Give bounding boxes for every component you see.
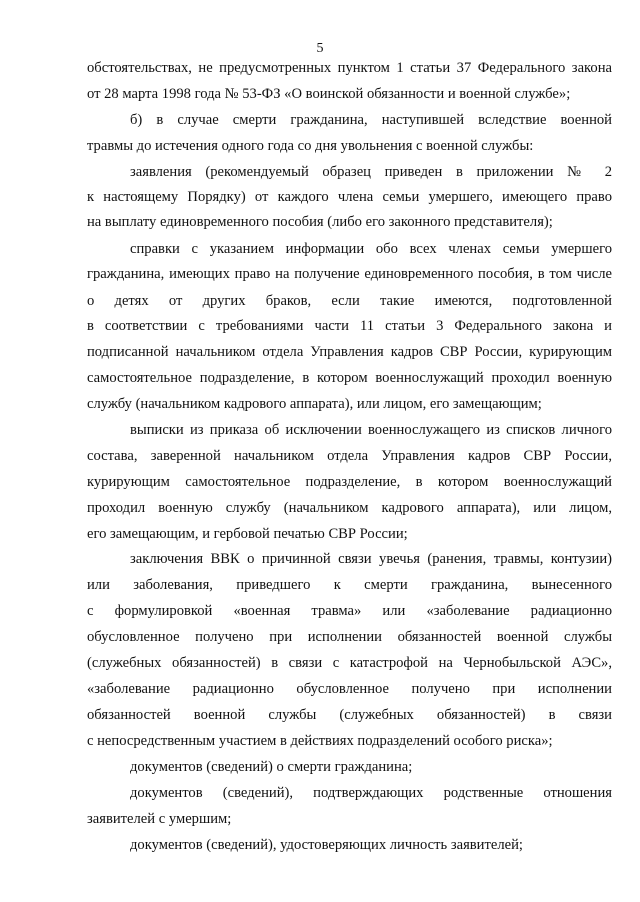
text-line: обусловленное получено при исполнении обязанностей военной службы bbox=[87, 629, 612, 645]
text-line: или заболевания, приведшего к смерти гражданина, вынесенного bbox=[87, 577, 612, 593]
text-line: заявления (рекомендуемый образец приведен в приложении № 2 bbox=[130, 164, 612, 180]
text-line: б) в случае смерти гражданина, наступившей вследствие военной bbox=[130, 112, 612, 128]
text-line: выписки из приказа об исключении военнослужащего из списков личного bbox=[130, 422, 612, 438]
text-line: в соответствии с требованиями части 11 статьи 3 Федерального закона и bbox=[87, 318, 612, 334]
text-line: (служебных обязанностей) в связи с катастрофой на Чернобыльской АЭС», bbox=[87, 655, 612, 671]
text-line: обстоятельствах, не предусмотренных пунктом 1 статьи 37 Федерального закона bbox=[87, 60, 612, 76]
text-line: документов (сведений), подтверждающих родственные отношения bbox=[130, 785, 612, 801]
text-line: от 28 марта 1998 года № 53-ФЗ «О воинской обязанности и военной службе»; bbox=[87, 86, 571, 102]
text-line: обязанностей военной службы (служебных обязанностей) в связи bbox=[87, 707, 612, 723]
text-line: на выплату единовременного пособия (либо его законного представителя); bbox=[87, 214, 553, 230]
text-line: «заболевание радиационно обусловленное получено при исполнении bbox=[87, 681, 612, 697]
text-line: с формулировкой «военная травма» или «заболевание радиационно bbox=[87, 603, 612, 619]
text-line: проходил военную службу (начальником кадрового аппарата), или лицом, bbox=[87, 500, 612, 516]
text-line: гражданина, имеющих право на получение единовременного пособия, в том числе bbox=[87, 266, 612, 282]
page-number: 5 bbox=[316, 41, 324, 56]
text-line: состава, заверенной начальником отдела Управления кадров СВР России, bbox=[87, 448, 612, 464]
text-line: травмы до истечения одного года со дня увольнения с военной службы: bbox=[87, 138, 534, 154]
text-line: курирующим самостоятельное подразделение, в котором военнослужащий bbox=[87, 474, 612, 490]
text-line: о детях от других браков, если такие имеются, подготовленной bbox=[87, 293, 612, 309]
text-line: заключения ВВК о причинной связи увечья (ранения, травмы, контузии) bbox=[130, 551, 612, 567]
text-line: документов (сведений) о смерти гражданина; bbox=[130, 759, 413, 775]
text-line: к настоящему Порядку) от каждого члена семьи умершего, имеющего право bbox=[87, 189, 612, 205]
text-line: его замещающим, и гербовой печатью СВР России; bbox=[87, 526, 408, 542]
text-line: с непосредственным участием в действиях подразделений особого риска»; bbox=[87, 733, 553, 749]
text-line: заявителей с умершим; bbox=[87, 811, 232, 827]
text-line: справки с указанием информации обо всех членах семьи умершего bbox=[130, 241, 612, 257]
text-line: документов (сведений), удостоверяющих личность заявителей; bbox=[130, 837, 523, 853]
text-line: подписанной начальником отдела Управления кадров СВР России, курирующим bbox=[87, 344, 612, 360]
text-line: службу (начальником кадрового аппарата), или лицом, его замещающим; bbox=[87, 396, 542, 412]
text-line: самостоятельное подразделение, в котором военнослужащий проходил военную bbox=[87, 370, 612, 386]
